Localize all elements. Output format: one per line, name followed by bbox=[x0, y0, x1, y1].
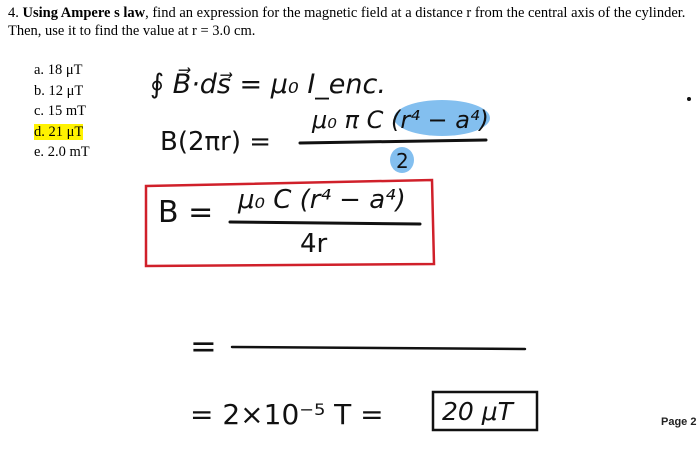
option-d-highlighted: d. 21 μT bbox=[34, 123, 84, 140]
question-bold-lead: Using Ampere s law bbox=[22, 5, 146, 21]
line2-fraction-bar bbox=[300, 140, 486, 143]
equals-blank: = bbox=[190, 327, 217, 365]
option-c: c. 15 mT bbox=[34, 103, 86, 119]
boxed-denominator: 4r bbox=[300, 229, 328, 259]
option-b: b. 12 μT bbox=[34, 82, 84, 99]
ampere-law-text: ∮ B⃗·ds⃗ = μ₀ I_enc. bbox=[150, 69, 386, 100]
result-lhs: = 2×10⁻⁵ T = bbox=[190, 398, 384, 431]
question-body: , find an expression for the magnetic field at a distance r from the central axis of the cylinder. Then, use it to find the value at r = 3.0 cm. bbox=[8, 5, 686, 39]
line2-denominator: 2 bbox=[396, 149, 409, 173]
result-boxed-value: 20 μT bbox=[442, 397, 513, 426]
page-label: Page 2 bbox=[661, 416, 697, 428]
question-number: 4. bbox=[8, 5, 19, 21]
boxed-numerator: μ₀ C (r⁴ − a⁴) bbox=[238, 185, 406, 215]
line2-numerator: μ₀ π C (r⁴ − a⁴) bbox=[312, 106, 489, 134]
boxed-lhs: B = bbox=[158, 195, 214, 230]
boxed-fraction-bar bbox=[230, 222, 420, 224]
stray-ink-dot bbox=[687, 97, 691, 101]
line2-lhs: B(2πr) = bbox=[160, 127, 272, 157]
blank-line bbox=[232, 347, 525, 349]
option-a: a. 18 μT bbox=[34, 62, 83, 78]
option-e: e. 2.0 mT bbox=[34, 144, 90, 160]
